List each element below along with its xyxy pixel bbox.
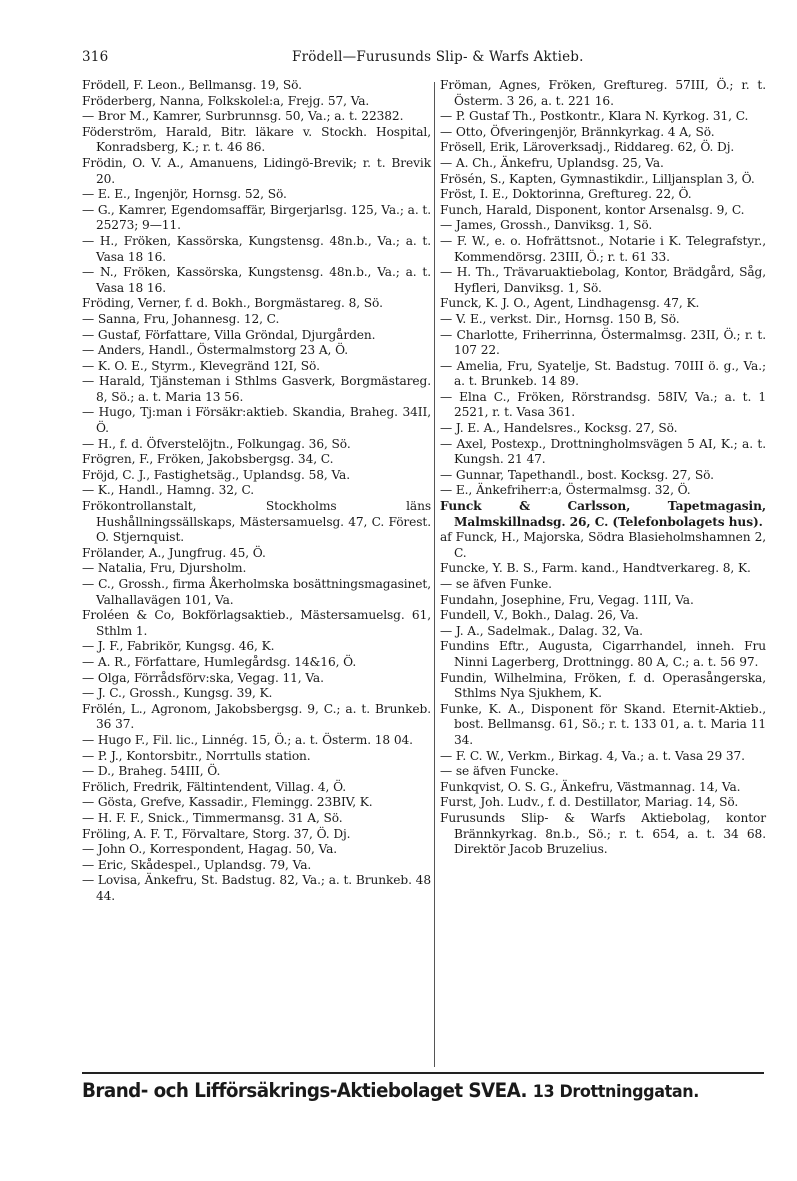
directory-entry: Fröling, A. F. T., Förvaltare, Storg. 37, Ö. Dj. <box>82 826 351 841</box>
directory-entry: Fröjd, C. J., Fastighetsäg., Uplandsg. 58, Va. <box>82 467 350 482</box>
directory-entry: — Harald, Tjänsteman i Sthlms Gasverk, Borgmästareg. 8, Sö.; a. t. Maria 13 56. <box>82 374 431 404</box>
directory-entry: — H., Fröken, Kassörska, Kungstensg. 48n.b., Va.; a. t. Vasa 18 16. <box>82 233 431 264</box>
directory-entry: — J. F., Fabrikör, Kungsg. 46, K. <box>82 639 275 654</box>
directory-entry: — A. Ch., Änkefru, Uplandsg. 25, Va. <box>440 155 664 170</box>
directory-entry: Furusunds Slip- & Warfs Aktiebolag, kontor Brännkyrkag. 8n.b., Sö.; r. t. 654, a. t. 34 68. Direktör Jacob Bruzelius. <box>440 810 766 857</box>
right-column <box>440 78 766 858</box>
column-divider <box>434 82 435 1067</box>
directory-entry: Fröderberg, Nanna, Folkskolel:a, Frejg. 57, Va. <box>82 93 370 108</box>
directory-entry: Frödin, O. V. A., Amanuens, Lidingö-Brevik; r. t. Brevik 20. <box>82 155 431 186</box>
directory-entry: — J. E. A., Handelsres., Kocksg. 27, Sö. <box>440 421 678 436</box>
directory-entry: Frökontrollanstalt, Stockholms läns Hushållningssällskaps, Mästersamuelsg. 47, C. Förest. O. Stjernquist. <box>82 499 431 545</box>
directory-entry: — P. J., Kontorsbitr., Norrtulls station. <box>82 748 311 763</box>
directory-entry: — A. R., Författare, Humlegårdsg. 14&16, Ö. <box>82 654 357 669</box>
directory-entry: Frösell, Erik, Läroverksadj., Riddareg. 62, Ö. Dj. <box>440 140 735 155</box>
directory-entry: — Bror M., Kamrer, Surbrunnsg. 50, Va.; a. t. 22382. <box>82 109 404 124</box>
directory-entry: Fundell, V., Bokh., Dalag. 26, Va. <box>440 608 639 623</box>
directory-entry: — Eric, Skådespel., Uplandsg. 79, Va. <box>82 857 312 872</box>
directory-entry: — J. A., Sadelmak., Dalag. 32, Va. <box>440 623 643 638</box>
directory-entry: Funcke, Y. B. S., Farm. kand., Handtverkareg. 8, K. <box>440 561 751 576</box>
directory-entry: Furst, Joh. Ludv., f. d. Destillator, Mariag. 14, Sö. <box>440 795 739 810</box>
left-column <box>82 78 431 904</box>
advert-text: Brand- och Lifförsäkrings-Aktiebolaget SVEA. <box>82 1079 527 1102</box>
directory-entry: — V. E., verkst. Dir., Hornsg. 150 B, Sö. <box>440 311 680 326</box>
directory-entry: — N., Fröken, Kassörska, Kungstensg. 48n.b., Va.; a. t. Vasa 18 16. <box>82 265 431 295</box>
directory-entry: Fundin, Wilhelmina, Fröken, f. d. Operasångerska, Sthlms Nya Sjukhem, K. <box>440 670 766 701</box>
directory-entry: — K., Handl., Hamng. 32, C. <box>82 483 255 498</box>
directory-entry: — E., Änkefriherr:a, Östermalmsg. 32, Ö. <box>440 483 691 498</box>
directory-entry: — Anders, Handl., Östermalmstorg 23 A, Ö. <box>82 343 349 358</box>
footer-advert <box>82 1079 723 1113</box>
directory-entry: — G., Kamrer, Egendomsaffär, Birgerjarlsg. 125, Va.; a. t. 25273; 9—11. <box>82 202 431 233</box>
directory-entry: — H. Th., Trävaruaktiebolag, Kontor, Brädgård, Såg, Hyfleri, Danviksg. 1, Sö. <box>440 265 766 295</box>
directory-entry: Frögren, F., Fröken, Jakobsbergsg. 34, C. <box>82 452 334 467</box>
directory-entry: Froléen & Co, Bokförlagsaktieb., Mästersamuelsg. 61, Sthlm 1. <box>82 608 431 638</box>
footer-rule <box>82 1072 764 1074</box>
directory-entry: — Natalia, Fru, Djursholm. <box>82 561 247 576</box>
directory-entry: — J. C., Grossh., Kungsg. 39, K. <box>82 686 273 701</box>
directory-entry: — John O., Korrespondent, Hagag. 50, Va. <box>82 842 338 857</box>
directory-entry: Fundins Eftr., Augusta, Cigarrhandel, inneh. Fru Ninni Lagerberg, Drottningg. 80 A, C.; a. t. 56 97. <box>440 639 766 669</box>
directory-columns <box>82 78 766 1063</box>
directory-entry: — C., Grossh., firma Åkerholmska bosättningsmagasinet, Valhallavägen 101, Va. <box>82 577 431 607</box>
page-header <box>82 49 762 71</box>
directory-entry: — Lovisa, Änkefru, St. Badstug. 82, Va.; a. t. Brunkeb. 48 44. <box>82 873 431 903</box>
directory-entry: — F. W., e. o. Hofrättsnot., Notarie i K. Telegrafstyr., Kommendörsg. 23III, Ö.; r. t. 61 33. <box>440 233 766 264</box>
directory-entry: Frölén, L., Agronom, Jakobsbergsg. 9, C.; a. t. Brunkeb. 36 37. <box>82 701 431 732</box>
directory-entry: Funck & Carlsson, Tapetmagasin, Malmskillnadsg. 26, C. (Telefonbolagets hus). <box>440 499 766 529</box>
directory-entry: — Gunnar, Tapethandl., bost. Kocksg. 27, Sö. <box>440 467 714 482</box>
directory-entry: — E. E., Ingenjör, Hornsg. 52, Sö. <box>82 187 287 202</box>
directory-entry: — se äfven Funke. <box>440 577 552 591</box>
directory-entry: Frödell, F. Leon., Bellmansg. 19, Sö. <box>82 78 302 92</box>
directory-entry: Funch, Harald, Disponent, kontor Arsenalsg. 9, C. <box>440 202 745 217</box>
directory-entry: Föderström, Harald, Bitr. läkare v. Stockh. Hospital, Konradsberg, K.; r. t. 46 86. <box>82 124 431 155</box>
directory-entry: — James, Grossh., Danviksg. 1, Sö. <box>440 218 653 233</box>
directory-entry: Frölich, Fredrik, Fältintendent, Villag. 4, Ö. <box>82 779 347 794</box>
page-number: 316 <box>82 49 109 65</box>
directory-entry: — Gustaf, Författare, Villa Gröndal, Djurgården. <box>82 327 376 342</box>
directory-entry: — Hugo, Tj:man i Försäkr:aktieb. Skandia, Braheg. 34II, Ö. <box>82 405 431 436</box>
directory-entry: — Charlotte, Friherrinna, Östermalmsg. 23II, Ö.; r. t. 107 22. <box>440 327 766 358</box>
directory-entry: — Amelia, Fru, Syatelje, St. Badstug. 70III ö. g., Va.; a. t. Brunkeb. 14 89. <box>440 358 766 389</box>
running-title: Frödell—Furusunds Slip- & Warfs Aktieb. <box>292 49 584 65</box>
directory-entry: Fundahn, Josephine, Fru, Vegag. 11II, Va. <box>440 592 694 607</box>
directory-entry: Fröman, Agnes, Fröken, Greftureg. 57III, Ö.; r. t. Österm. 3 26, a. t. 221 16. <box>440 78 766 108</box>
directory-entry: — se äfven Funcke. <box>440 764 559 779</box>
directory-entry: — Otto, Öfveringenjör, Brännkyrkag. 4 A, Sö. <box>440 124 715 139</box>
directory-entry: — Olga, Förrådsförv:ska, Vegag. 11, Va. <box>82 670 324 685</box>
directory-entry: — Axel, Postexp., Drottningholmsvägen 5 AI, K.; a. t. Kungsh. 21 47. <box>440 436 766 467</box>
directory-entry: — Sanna, Fru, Johannesg. 12, C. <box>82 311 280 326</box>
directory-entry: — K. O. E., Styrm., Klevegränd 12I, Sö. <box>82 358 320 373</box>
directory-entry: Frölander, A., Jungfrug. 45, Ö. <box>82 545 266 560</box>
directory-entry: — Gösta, Grefve, Kassadir., Flemingg. 23BIV, K. <box>82 795 373 810</box>
directory-entry: Fröding, Verner, f. d. Bokh., Borgmästareg. 8, Sö. <box>82 296 383 311</box>
directory-entry: — D., Braheg. 54III, Ö. <box>82 764 221 779</box>
directory-entry: — Hugo F., Fil. lic., Linnég. 15, Ö.; a. t. Österm. 18 04. <box>82 732 413 747</box>
directory-entry: af Funck, H., Majorska, Södra Blasieholmshamnen 2, C. <box>440 530 766 560</box>
directory-entry: — F. C. W., Verkm., Birkag. 4, Va.; a. t. Vasa 29 37. <box>440 748 745 763</box>
directory-entry: Funkqvist, O. S. G., Änkefru, Västmannag. 14, Va. <box>440 779 741 794</box>
directory-entry: Frösén, S., Kapten, Gymnastikdir., Lilljansplan 3, Ö. <box>440 171 755 186</box>
directory-entry: — Elna C., Fröken, Rörstrandsg. 58IV, Va.; a. t. 1 2521, r. t. Vasa 361. <box>440 389 766 420</box>
directory-entry: Fröst, I. E., Doktorinna, Greftureg. 22, Ö. <box>440 187 692 202</box>
advert-address: 13 Drottninggatan. <box>532 1082 699 1102</box>
directory-entry: Funke, K. A., Disponent för Skand. Eternit-Aktieb., bost. Bellmansg. 61, Sö.; r. t. 133 01, a. t. Maria 11 34. <box>440 701 766 747</box>
directory-entry: Funck, K. J. O., Agent, Lindhagensg. 47, K. <box>440 296 700 311</box>
directory-entry: — H. F. F., Snick., Timmermansg. 31 A, Sö. <box>82 810 343 825</box>
directory-entry: — H., f. d. Öfverstelöjtn., Folkungag. 36, Sö. <box>82 436 351 451</box>
directory-entry: — P. Gustaf Th., Postkontr., Klara N. Kyrkog. 31, C. <box>440 109 749 124</box>
